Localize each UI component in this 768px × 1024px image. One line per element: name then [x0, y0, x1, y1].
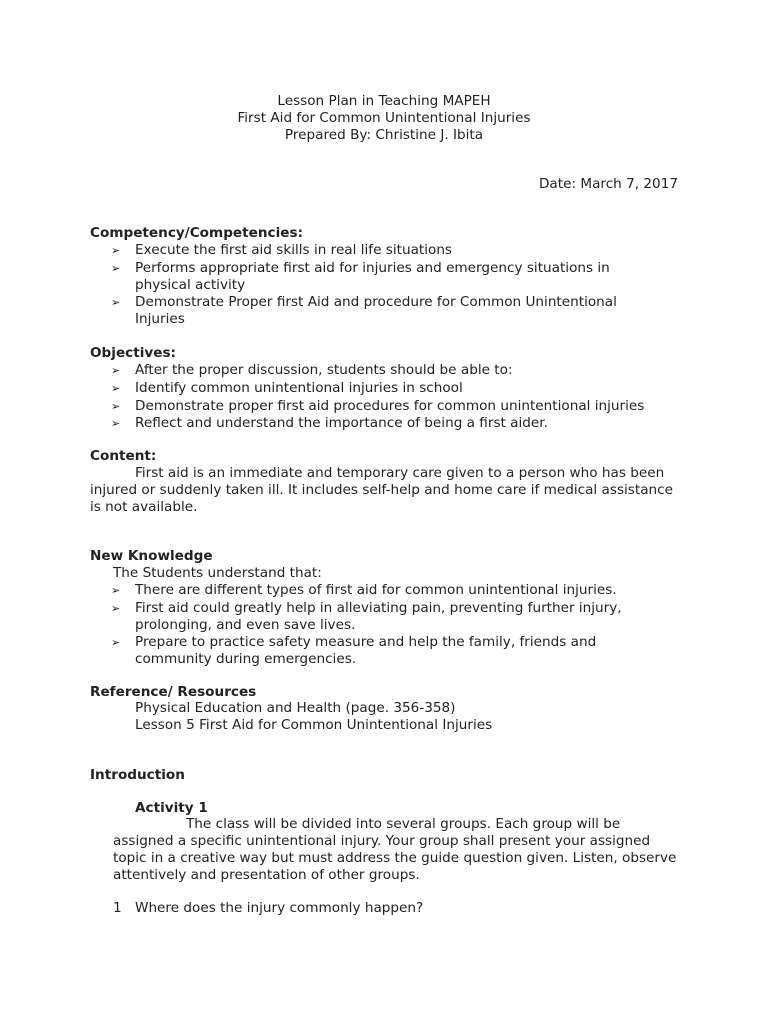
objectives-item: Demonstrate proper first aid procedures for common unintentional injuries [135, 398, 645, 414]
reference-line: Lesson 5 First Aid for Common Unintentional Injuries [135, 717, 493, 733]
question-number: 1 [113, 900, 122, 916]
content-heading: Content: [90, 448, 157, 464]
activity-paragraph: The class will be divided into several groups. Each group will be assigned a specific unintentional injury. Your group shall present your assigned topic in a creative way but must address the guide question given. Listen, observe attentively and presentation of other groups. [113, 816, 677, 883]
bullet-icon: ➢ [111, 400, 121, 413]
activity-title: Activity 1 [135, 800, 208, 816]
reference-line: Physical Education and Health (page. 356-358) [135, 700, 456, 716]
introduction-heading: Introduction [90, 767, 185, 783]
bullet-icon: ➢ [111, 636, 121, 649]
bullet-icon: ➢ [111, 602, 121, 615]
objectives-item: After the proper discussion, students should be able to: [135, 362, 513, 378]
doc-author-line: Prepared By: Christine J. Ibita [284, 127, 484, 143]
doc-date: Date: March 7, 2017 [538, 176, 678, 192]
competency-item: Performs appropriate first aid for injuries and emergency situations in physical activity [135, 260, 610, 293]
bullet-icon: ➢ [111, 417, 121, 430]
doc-title-line2: First Aid for Common Unintentional Injuries [237, 110, 531, 126]
competency-item: Demonstrate Proper first Aid and procedure for Common Unintentional Injuries [135, 294, 617, 327]
objectives-heading: Objectives: [90, 345, 176, 361]
question-text: Where does the injury commonly happen? [135, 900, 424, 916]
competency-heading: Competency/Competencies: [90, 225, 303, 241]
bullet-icon: ➢ [111, 244, 121, 257]
content-paragraph: First aid is an immediate and temporary care given to a person who has been injured or suddenly taken ill. It includes self-help and home care if medical assistance is not available. [90, 465, 673, 515]
bullet-icon: ➢ [111, 296, 121, 309]
reference-heading: Reference/ Resources [90, 684, 257, 700]
new-knowledge-intro: The Students understand that: [113, 565, 322, 581]
objectives-item: Reflect and understand the importance of being a first aider. [135, 415, 548, 431]
bullet-icon: ➢ [111, 262, 121, 275]
objectives-item: Identify common unintentional injuries in school [135, 380, 463, 396]
bullet-icon: ➢ [111, 364, 121, 377]
new-knowledge-item: First aid could greatly help in alleviating pain, preventing further injury, prolonging, and even save lives. [135, 600, 622, 633]
new-knowledge-heading: New Knowledge [90, 548, 213, 564]
bullet-icon: ➢ [111, 382, 121, 395]
competency-item: Execute the first aid skills in real life situations [135, 242, 453, 258]
doc-title-line1: Lesson Plan in Teaching MAPEH [277, 93, 491, 109]
bullet-icon: ➢ [111, 584, 121, 597]
new-knowledge-item: Prepare to practice safety measure and help the family, friends and community during emergencies. [135, 634, 597, 667]
new-knowledge-item: There are different types of first aid for common unintentional injuries. [135, 582, 617, 598]
